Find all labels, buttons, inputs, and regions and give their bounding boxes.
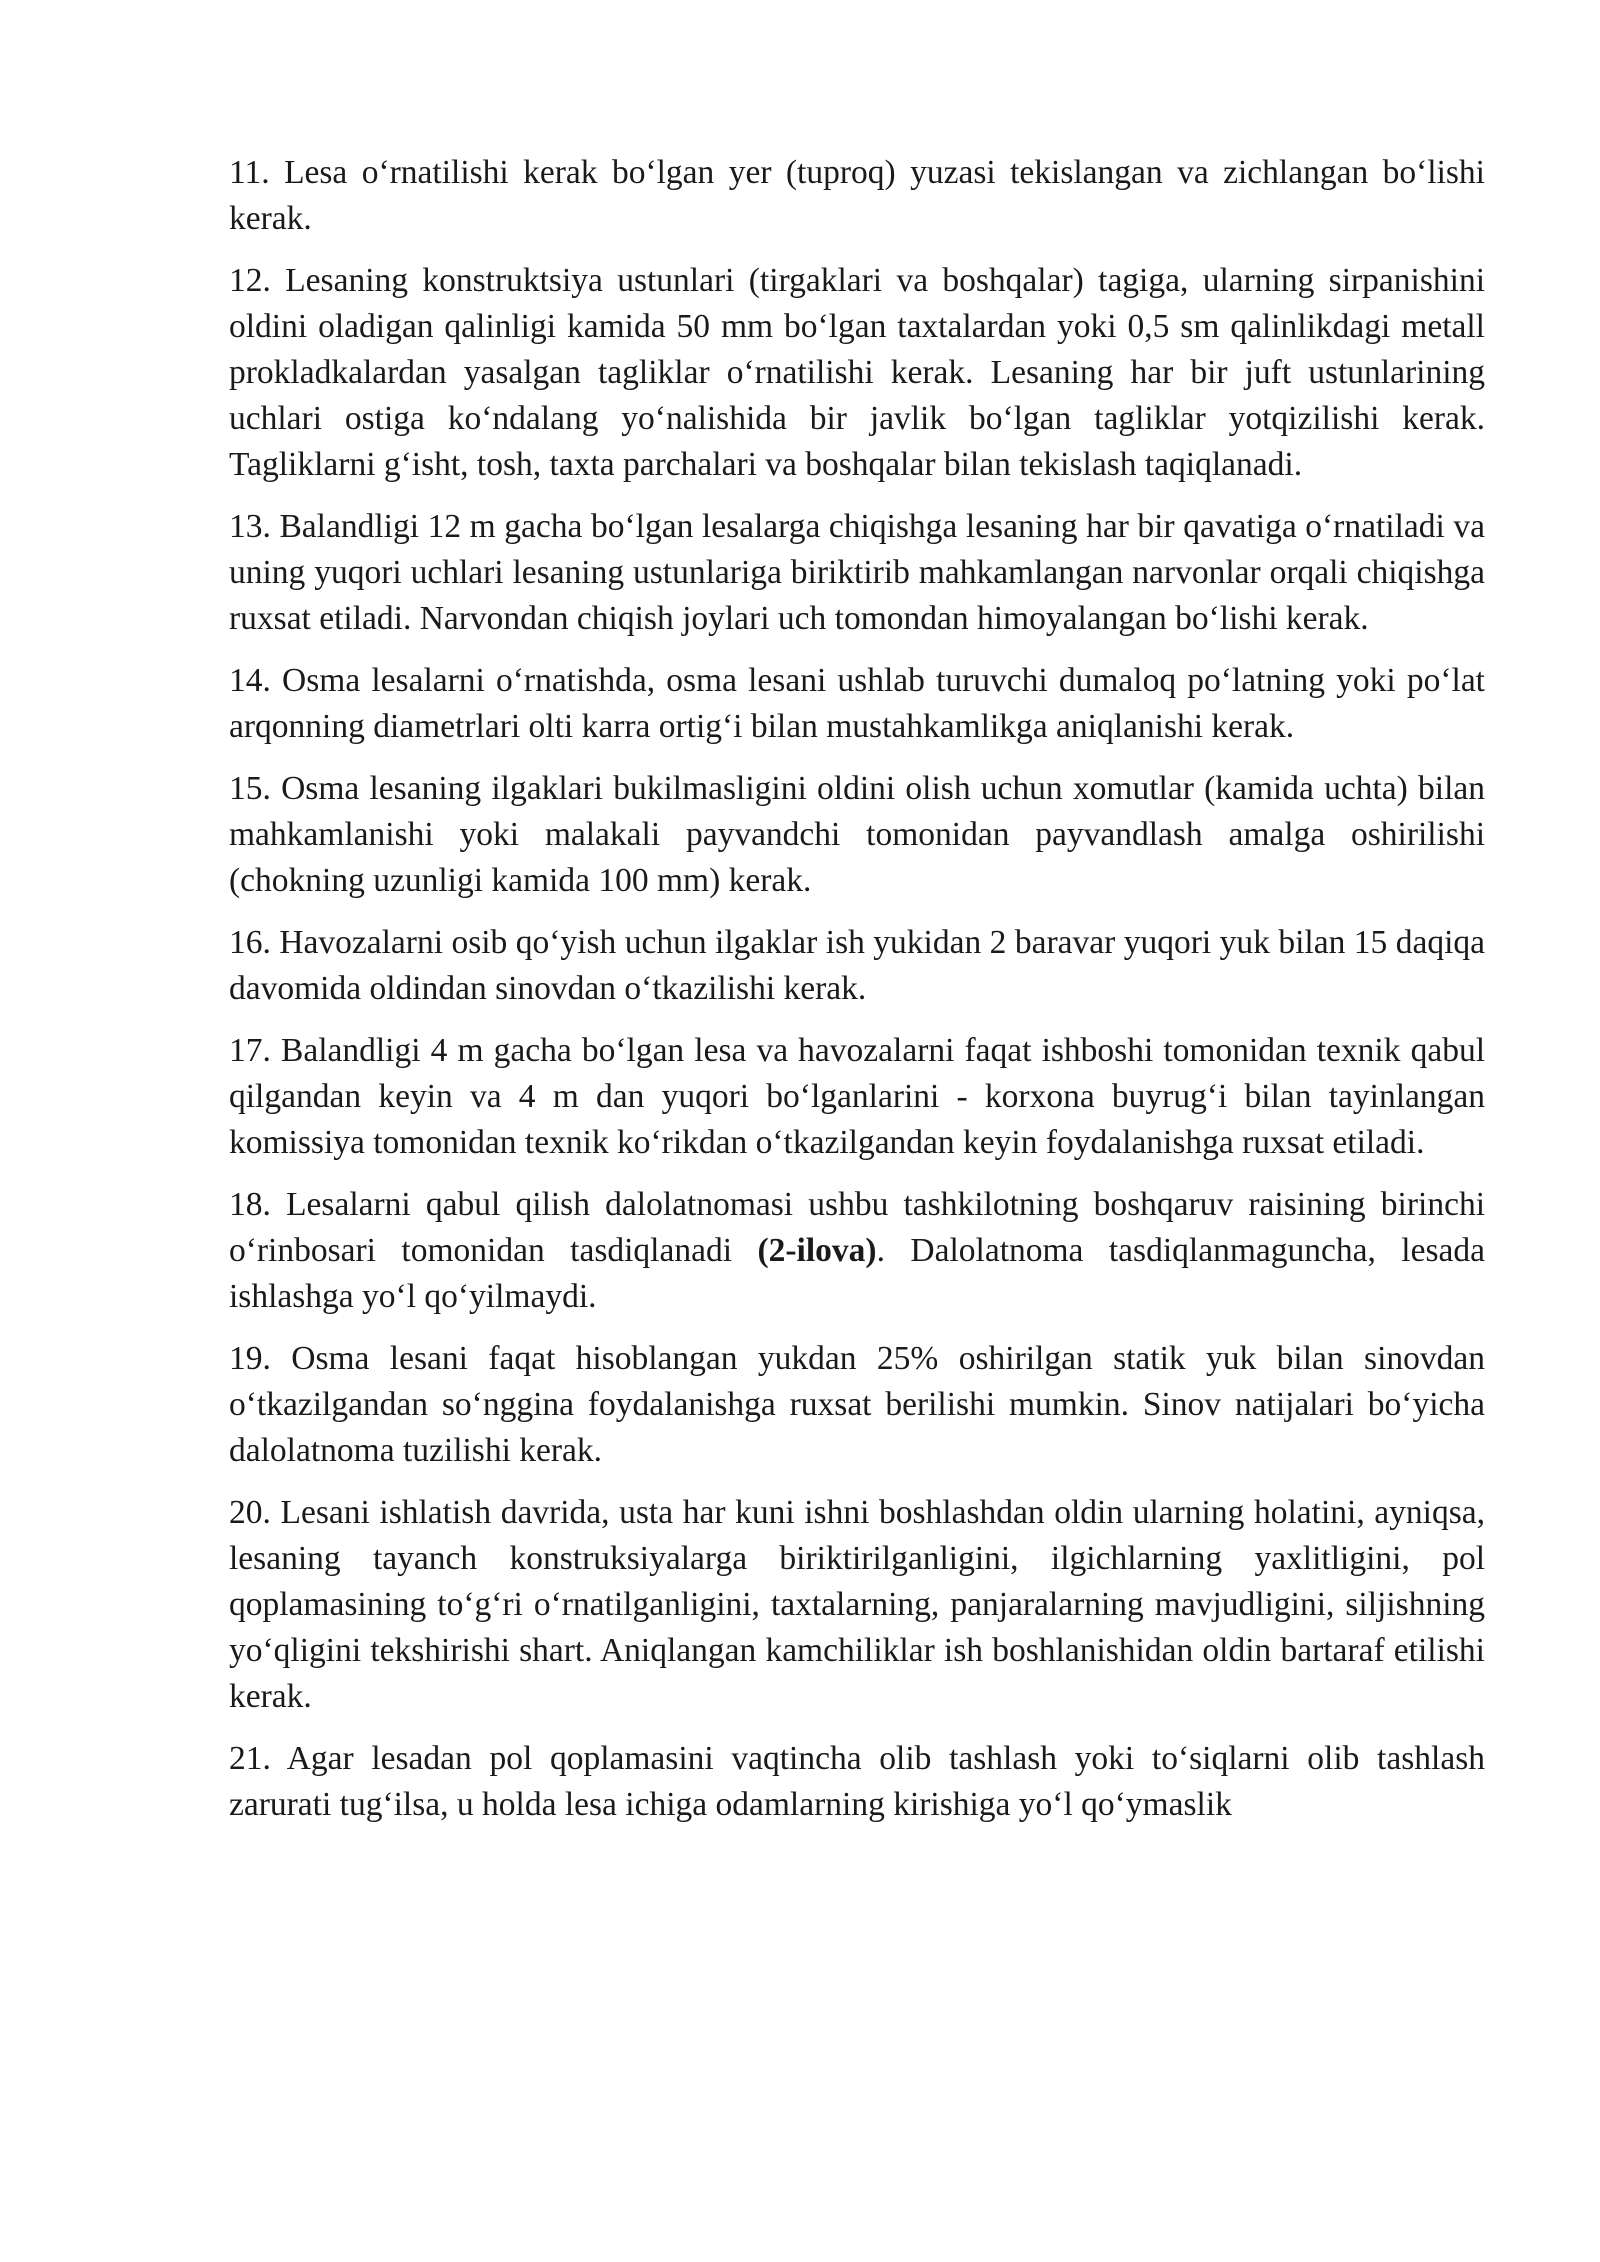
paragraph-text: Balandligi 4 m gacha bo‘lgan lesa va havozalarni faqat ishboshi tomonidan texnik qabul qilgandan keyin va 4 m dan yuqori bo‘lganlarini - korxona buyrug‘i bilan tayinlangan komissiya tomonidan texnik ko‘rikdan o‘tkazilgandan keyin foydalanishga ruxsat etiladi. (229, 1032, 1485, 1161)
paragraph-number: 15. (229, 770, 271, 807)
paragraph-text: Balandligi 12 m gacha bo‘lgan lesalarga chiqishga lesaning har bir qavatiga o‘rnatiladi va uning yuqori uchlari lesaning ustunlariga biriktirib mahkamlangan narvonlar orqali chiqishga ruxsat etiladi. Narvondan chiqish joylari uch tomondan himoyalangan bo‘lishi kerak. (229, 508, 1485, 637)
paragraph-21 (229, 1736, 1485, 1828)
paragraph-text: Havozalarni osib qo‘yish uchun ilgaklar ish yukidan 2 baravar yuqori yuk bilan 15 daqiqa davomida oldindan sinovdan o‘tkazilishi kerak. (229, 924, 1486, 1007)
paragraph-number: 12. (229, 262, 271, 299)
paragraph-number: 18. (229, 1186, 271, 1223)
paragraph-text: Osma lesalarni o‘rnatishda, osma lesani ushlab turuvchi dumaloq po‘latning yoki po‘lat arqonning diametrlari olti karra ortig‘i bilan mustahkamlikga aniqlanishi kerak. (229, 662, 1485, 745)
paragraph-text: Lesa o‘rnatilishi kerak bo‘lgan yer (tuproq) yuzasi tekislangan va zichlangan bo‘lishi kerak. (229, 154, 1485, 237)
paragraph-number: 16. (229, 924, 271, 961)
paragraph-text: Agar lesadan pol qoplamasini vaqtincha olib tashlash yoki to‘siqlarni olib tashlash zarurati tug‘ilsa, u holda lesa ichiga odamlarning kirishiga yo‘l qo‘ymaslik (229, 1740, 1485, 1823)
annex-reference: (2-ilova) (757, 1232, 877, 1269)
paragraph-13 (229, 504, 1485, 642)
paragraph-number: 19. (229, 1340, 271, 1377)
document-body (229, 150, 1485, 1844)
paragraph-text-continued: . Dalolatnoma tasdiqlanmaguncha, lesada ishlashga yo‘l qo‘yilmaydi. (229, 1232, 1485, 1315)
paragraph-text: Lesalarni qabul qilish dalolatnomasi ushbu tashkilotning boshqaruv raisining birinchi o‘rinbosari tomonidan tasdiqlanadi (229, 1186, 1486, 1269)
paragraph-number: 21. (229, 1740, 271, 1777)
paragraph-text: Osma lesaning ilgaklari bukilmasligini oldini olish uchun xomutlar (kamida uchta) bilan mahkamlanishi yoki malakali payvandchi tomonidan payvandlash amalga oshirilishi (chokning uzunligi kamida 100 mm) kerak. (229, 770, 1485, 899)
paragraph-11 (229, 150, 1485, 242)
paragraph-14 (229, 658, 1485, 750)
paragraph-15 (229, 766, 1485, 904)
paragraph-19 (229, 1336, 1485, 1474)
paragraph-17 (229, 1028, 1485, 1166)
paragraph-12 (229, 258, 1485, 488)
paragraph-text: Osma lesani faqat hisoblangan yukdan 25% oshirilgan statik yuk bilan sinovdan o‘tkazilgandan so‘nggina foydalanishga ruxsat berilishi mumkin. Sinov natijalari bo‘yicha dalolatnoma tuzilishi kerak. (229, 1340, 1486, 1469)
paragraph-number: 11. (229, 154, 270, 191)
paragraph-number: 13. (229, 508, 271, 545)
paragraph-text: Lesaning konstruktsiya ustunlari (tirgaklari va boshqalar) tagiga, ularning sirpanishini oldini oladigan qalinligi kamida 50 mm bo‘lgan taxtalardan yoki 0,5 sm qalinlikdagi metall prokladkalardan yasalgan tagliklar o‘rnatilishi kerak. Lesaning har bir juft ustunlarining uchlari ostiga ko‘ndalang yo‘nalishida bir javlik bo‘lgan tagliklar yotqizilishi kerak. Tagliklarni g‘isht, tosh, taxta parchalari va boshqalar bilan tekislash taqiqlanadi. (229, 262, 1485, 483)
paragraph-number: 17. (229, 1032, 271, 1069)
paragraph-number: 20. (229, 1494, 271, 1531)
paragraph-number: 14. (229, 662, 271, 699)
paragraph-20 (229, 1490, 1485, 1720)
paragraph-16 (229, 920, 1485, 1012)
paragraph-text: Lesani ishlatish davrida, usta har kuni ishni boshlashdan oldin ularning holatini, ayniqsa, lesaning tayanch konstruksiyalarga biriktirilganligini, ilgichlarning yaxlitligini, pol qoplamasining to‘g‘ri o‘rnatilganligini, taxtalarning, panjaralarning mavjudligini, siljishning yo‘qligini tekshirishi shart. Aniqlangan kamchiliklar ish boshlanishidan oldin bartaraf etilishi kerak. (229, 1494, 1486, 1715)
paragraph-18 (229, 1182, 1485, 1320)
